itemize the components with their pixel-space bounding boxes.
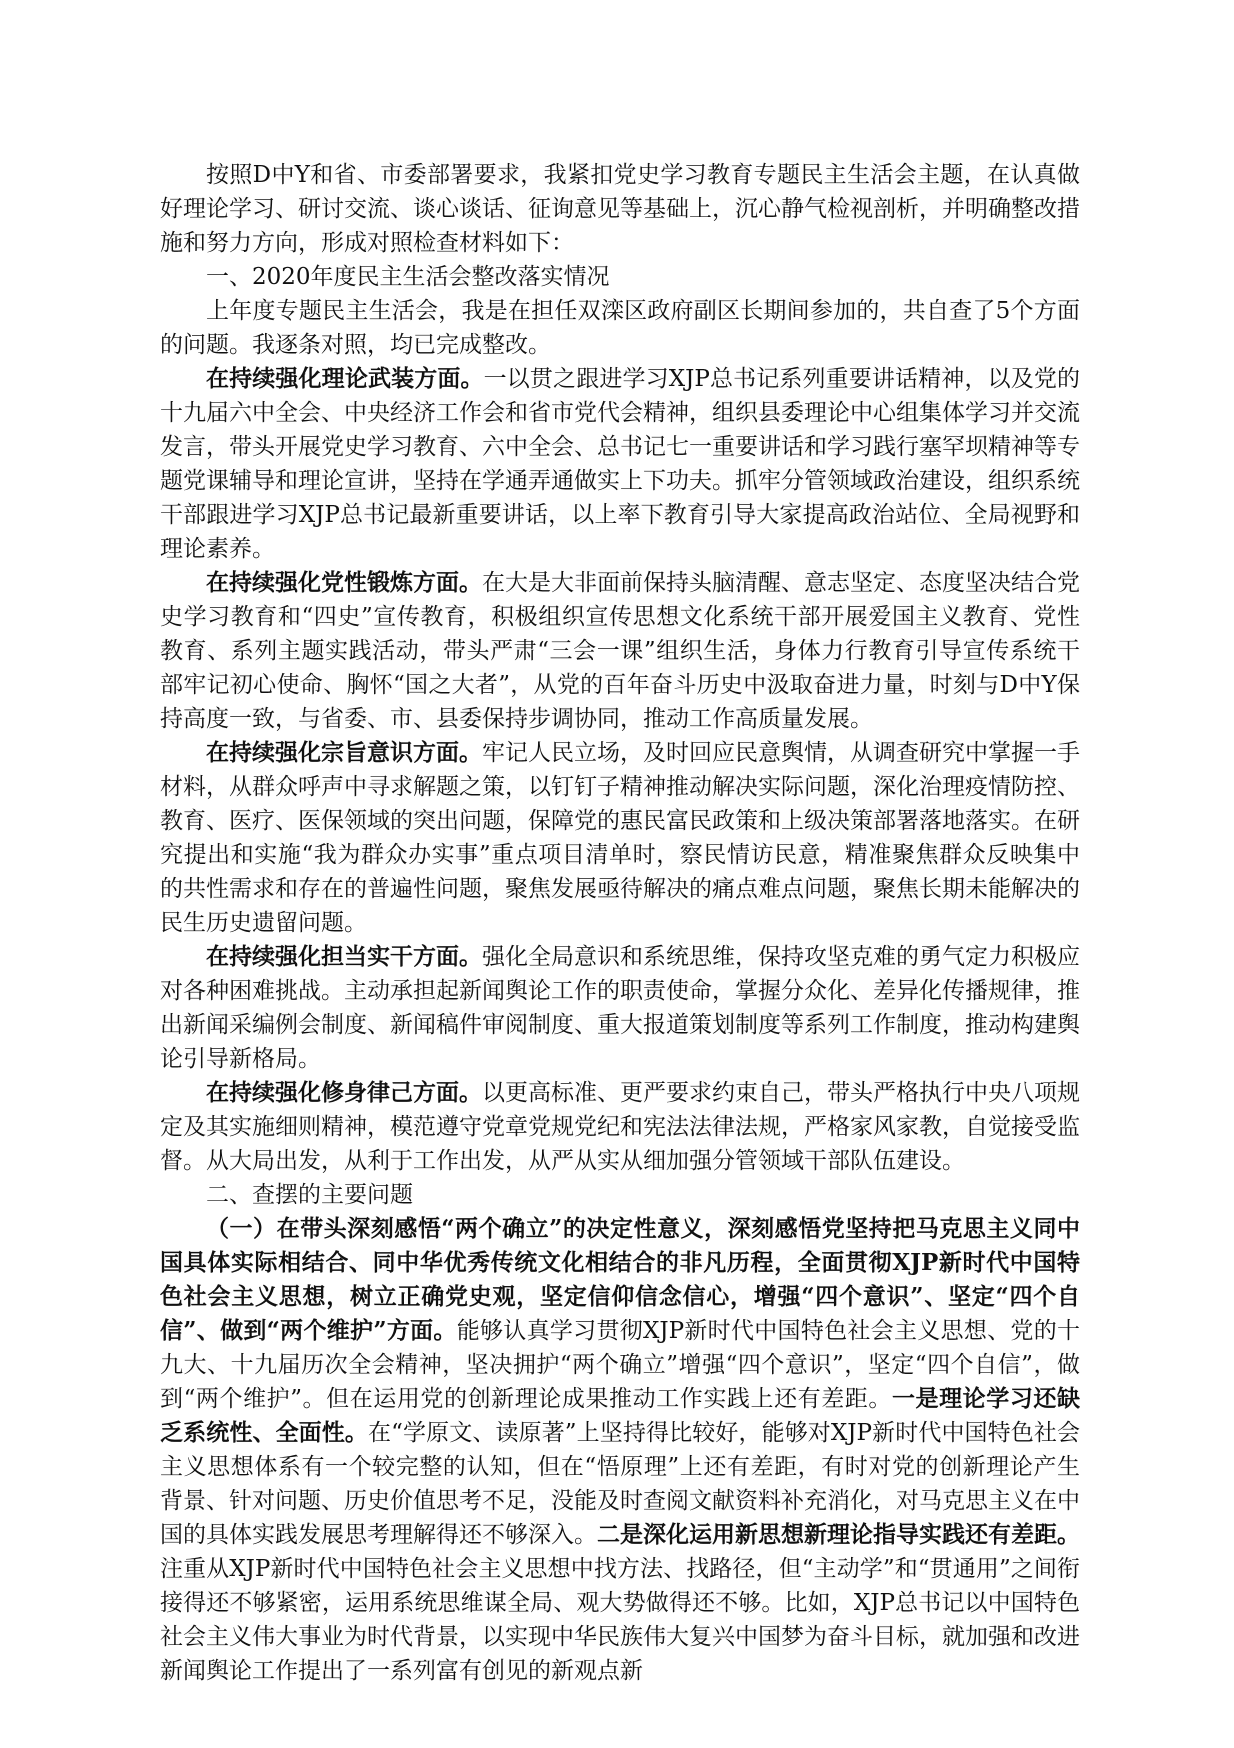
section2-heading: 二、查摆的主要问题 (206, 1182, 413, 1208)
section2-point1-text: 在“学原文、读原著”上坚持得比较好，能够对XJP新时代中国特色社会主义思想体系有一个较完整的认知，但在“悟原理”上还有差距，有时对党的创新理论产生背景、针对问题、历史价值思考不足，没能及时查阅文献资料补充消化，对马克思主义在中国的具体实践发展思考理解得还不够深入。 (160, 1420, 1081, 1548)
item-purpose-text: 牢记人民立场，及时回应民意舆情，从调查研究中掌握一手材料，从群众呼声中寻求解题之策，以钉钉子精神推动解决实际问题，深化治理疫情防控、教育、医疗、医保领域的突出问题，保障党的惠民富民政策和上级决策部署落地落实。在研究提出和实施“我为群众办实事”重点项目清单时，察民情访民意，精准聚焦群众反映集中的共性需求和存在的普遍性问题，聚焦发展亟待解决的痛点难点问题，聚焦长期未能解决的民生历史遗留问题。 (160, 740, 1080, 936)
item-party-spirit-paragraph (160, 566, 1080, 736)
section2-item1-paragraph (160, 1212, 1080, 1688)
item-responsibility-title: 在持续强化担当实干方面。 (206, 943, 482, 970)
section2-item1-text: 能够认真学习贯彻XJP新时代中国特色社会主义思想、党的十九大、十九届历次全会精神，坚决拥护“两个确立”增强“四个意识”，坚定“四个自信”，做到“两个维护”。但在运用党的创新理论成果推动工作实践上还有差距。 (160, 1318, 1080, 1412)
item-responsibility-paragraph (160, 940, 1080, 1076)
section1-heading: 一、2020年度民主生活会整改落实情况 (206, 264, 610, 290)
item-theory-paragraph (160, 362, 1080, 566)
section2-point1-title: 一是理论学习还缺乏系统性、全面性。 (160, 1385, 1080, 1446)
item-theory-text: 一以贯之跟进学习XJP总书记系列重要讲话精神，以及党的十九届六中全会、中央经济工作会和省市党代会精神，组织县委理论中心组集体学习并交流发言，带头开展党史学习教育、六中全会、总书记七一重要讲话和学习践行塞罕坝精神等专题党课辅导和理论宣讲，坚持在学通弄通做实上下功夫。抓牢分管领域政治建设，组织系统干部跟进学习XJP总书记最新重要讲话，以上率下教育引导大家提高政治站位、全局视野和理论素养。 (160, 366, 1080, 562)
item-purpose-paragraph (160, 736, 1080, 940)
item-self-discipline-title: 在持续强化修身律己方面。 (206, 1079, 482, 1106)
intro-paragraph: 按照D中Y和省、市委部署要求，我紧扣党史学习教育专题民主生活会主题，在认真做好理论学习、研讨交流、谈心谈话、征询意见等基础上，沉心静气检视剖析，并明确整改措施和努力方向，形成对照检查材料如下： (160, 162, 1080, 256)
item-party-spirit-title: 在持续强化党性锻炼方面。 (206, 569, 482, 596)
document-body (160, 158, 1080, 1688)
item-responsibility-text: 强化全局意识和系统思维，保持攻坚克难的勇气定力积极应对各种困难挑战。主动承担起新闻舆论工作的职责使命，掌握分众化、差异化传播规律，推出新闻采编例会制度、新闻稿件审阅制度、重大报道策划制度等系列工作制度，推动构建舆论引导新格局。 (160, 944, 1080, 1072)
item-purpose-title: 在持续强化宗旨意识方面。 (206, 739, 482, 766)
item-party-spirit-text: 在大是大非面前保持头脑清醒、意志坚定、态度坚决结合党史学习教育和“四史”宣传教育，积极组织宣传思想文化系统干部开展爱国主义教育、党性教育、系列主题实践活动，带头严肃“三会一课”组织生活，身体力行教育引导宣传系统干部牢记初心使命、胸怀“国之大者”，从党的百年奋斗历史中汲取奋进力量，时刻与D中Y保持高度一致，与省委、市、县委保持步调协同，推动工作高质量发展。 (160, 570, 1080, 732)
section1-intro-paragraph: 上年度专题民主生活会，我是在担任双滦区政府副区长期间参加的，共自查了5个方面的问题。我逐条对照，均已完成整改。 (160, 298, 1080, 358)
section2-point2-title: 二是深化运用新思想新理论指导实践还有差距。 (597, 1521, 1080, 1548)
section2-item1-title: （一）在带头深刻感悟“两个确立”的决定性意义，深刻感悟党坚持把马克思主义同中国具体实际相结合、同中华优秀传统文化相结合的非凡历程，全面贯彻XJP新时代中国特色社会主义思想，树立正确党史观，坚定信仰信念信心，增强“四个意识”、坚定“四个自信”、做到“两个维护”方面。 (160, 1215, 1080, 1344)
item-self-discipline-paragraph (160, 1076, 1080, 1178)
item-self-discipline-text: 以更高标准、更严要求约束自己，带头严格执行中央八项规定及其实施细则精神，模范遵守党章党规党纪和宪法法律法规，严格家风家教，自觉接受监督。从大局出发，从利于工作出发，从严从实从细加强分管领域干部队伍建设。 (160, 1080, 1080, 1174)
section2-point2-text: 注重从XJP新时代中国特色社会主义思想中找方法、找路径，但“主动学”和“贯通用”之间衔接得还不够紧密，运用系统思维谋全局、观大势做得还不够。比如，XJP总书记以中国特色社会主义伟大事业为时代背景，以实现中华民族伟大复兴中国梦为奋斗目标，就加强和改进新闻舆论工作提出了一系列富有创见的新观点新 (160, 1556, 1080, 1684)
item-theory-title: 在持续强化理论武装方面。 (206, 365, 484, 392)
